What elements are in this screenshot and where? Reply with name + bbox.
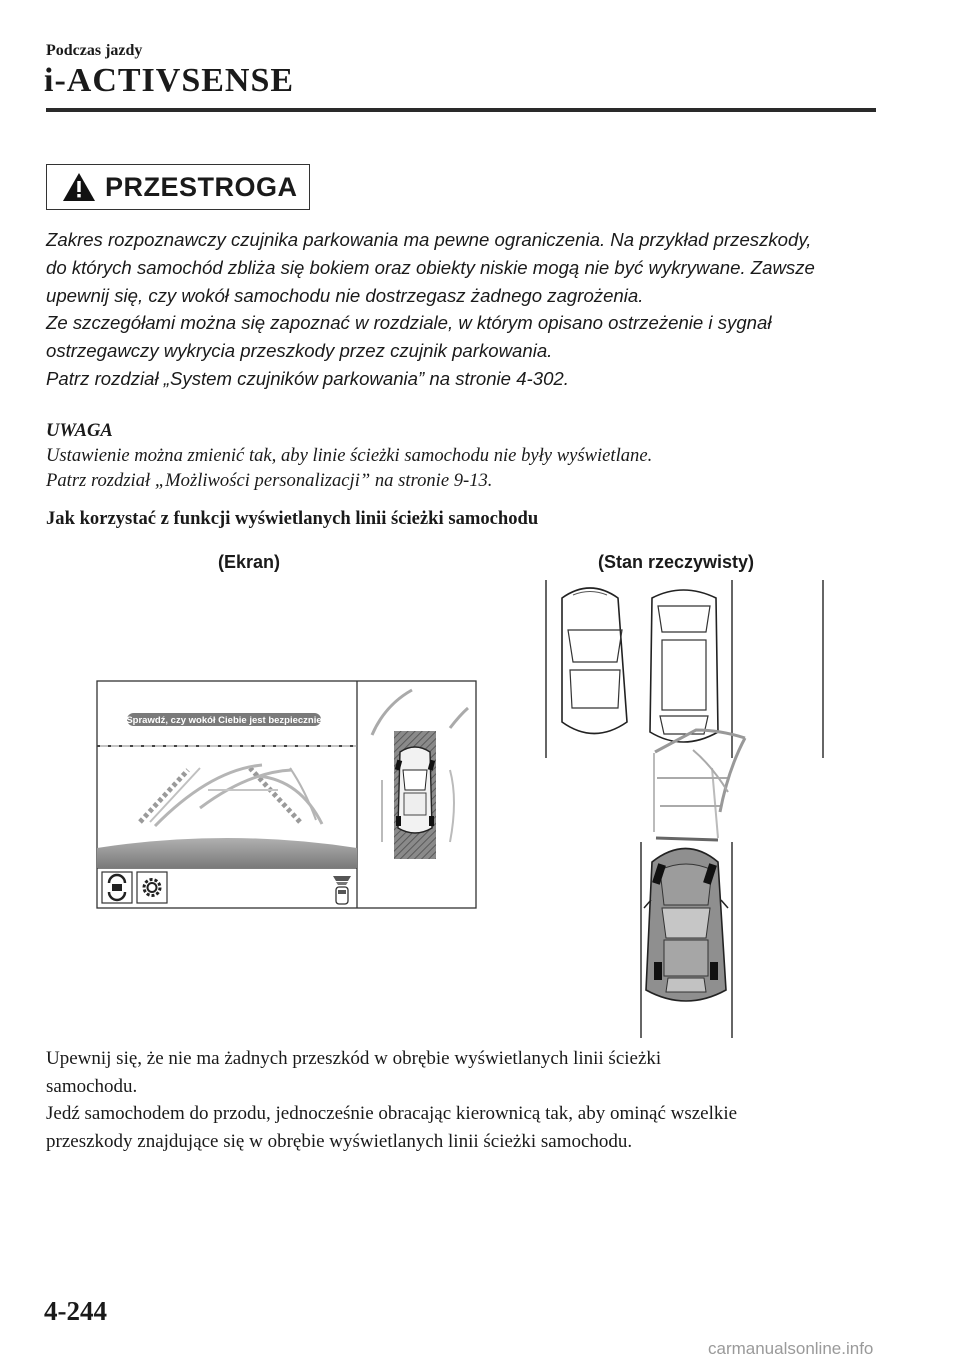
note-line: Patrz rozdział „Możliwości personalizacji” na stronie 9-13. — [46, 470, 493, 491]
actual-label: (Stan rzeczywisty) — [598, 552, 755, 572]
caution-line: Zakres rozpoznawczy czujnika parkowania ma pewne ograniczenia. Na przykład przeszkody, — [46, 229, 812, 250]
body-line: Jedź samochodem do przodu, jednocześnie obracając kierownicą tak, aby ominąć wszelkie — [46, 1103, 738, 1124]
watermark: carmanualsonline.info — [708, 1339, 874, 1358]
parked-car-middle — [650, 590, 718, 742]
caution-line: Patrz rozdział „System czujników parkowania” na stronie 4-302. — [46, 367, 569, 389]
camera-switch-icon[interactable] — [102, 872, 132, 903]
note-line: Ustawienie można zmienić tak, aby linie ścieżki samochodu nie były wyświetlane. — [46, 445, 653, 466]
car-sensor-icon — [333, 876, 351, 904]
caution-label: PRZESTROGA — [105, 171, 298, 202]
section-heading: Jak korzystać z funkcji wyświetlanych linii ścieżki samochodu — [46, 508, 539, 529]
page-number: 4-244 — [44, 1296, 107, 1326]
body-text — [46, 1045, 896, 1155]
message-banner-text: Sprawdź, czy wokół Ciebie jest bezpiecznie — [126, 715, 322, 726]
display-screen — [97, 681, 476, 908]
page-title: i-ACTIVSENSE — [44, 62, 295, 99]
settings-gear-icon[interactable] — [137, 872, 167, 903]
body-line: Upewnij się, że nie ma żadnych przeszkód w obrębie wyświetlanych linii ścieżki — [46, 1048, 662, 1069]
caution-line: upewnij się, czy wokół samochodu nie dostrzegasz żadnego zagrożenia. — [46, 284, 644, 306]
body-line: samochodu. — [46, 1075, 138, 1097]
caution-line: do których samochód zbliża się bokiem oraz obiekty niskie mogą nie być wykrywane. Zawsze — [46, 256, 815, 278]
caution-line: ostrzegawczy wykrycia przeszkody przez czujnik parkowania. — [46, 340, 553, 362]
user-car — [644, 849, 728, 1002]
note-label: UWAGA — [46, 420, 113, 441]
top-view-car — [395, 747, 435, 833]
caution-line: Ze szczegółami można się zapoznać w rozdziale, w którym opisano ostrzeżenie i sygnał — [46, 312, 772, 334]
section-label: Podczas jazdy — [46, 42, 143, 59]
screen-label: (Ekran) — [218, 552, 281, 572]
parked-car-left — [562, 588, 627, 734]
body-line: przeszkody znajdujące się w obrębie wyświetlanych linii ścieżki samochodu. — [46, 1130, 633, 1152]
actual-scene — [546, 580, 823, 1038]
